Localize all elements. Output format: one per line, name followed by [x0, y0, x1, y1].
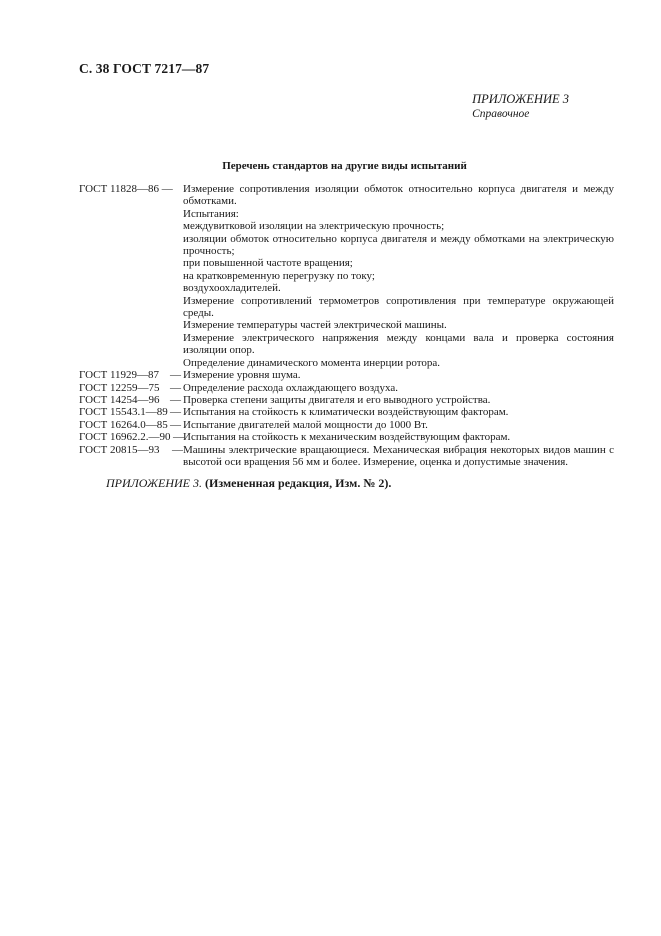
- entry-dash: —: [170, 393, 181, 406]
- list-item: [79, 444, 614, 469]
- entry-dash: —: [173, 431, 184, 444]
- entry-dash: —: [172, 443, 183, 456]
- page-header: С. 38 ГОСТ 7217—87: [79, 61, 210, 76]
- standard-code: ГОСТ 16264.0—85: [79, 418, 168, 431]
- list-item: [79, 369, 614, 381]
- standard-description: [183, 183, 614, 369]
- standard-description: Машины электрические вращающиеся. Механическая вибрация некоторых видов машин с высотой оси вращения 56 мм и более. Измерение, оценка и допустимые значения.: [183, 443, 614, 468]
- standard-description: Определение расхода охлаждающего воздуха.: [183, 381, 399, 394]
- note-label: ПРИЛОЖЕНИЕ 3.: [106, 476, 202, 490]
- description-line: при повышенной частоте вращения;: [183, 257, 353, 270]
- standard-code: ГОСТ 20815—93: [79, 443, 160, 456]
- entry-dash: —: [170, 406, 181, 419]
- standards-list: [79, 183, 614, 468]
- description-line: воздухоохладителей.: [183, 282, 281, 295]
- appendix-subtitle: Справочное: [472, 108, 530, 120]
- list-item: [79, 419, 614, 431]
- description-line: Измерение температуры частей электрической машины.: [183, 319, 447, 332]
- description-line: на кратковременную перегрузку по току;: [183, 269, 375, 282]
- description-line: Измерение сопротивления изоляции обмоток относительно корпуса двигателя и между обмотками.: [183, 183, 614, 208]
- standard-description: Измерение уровня шума.: [183, 369, 301, 382]
- description-line: Измерение электрического напряжения между концами вала и проверка состояния изоляции опор.: [183, 331, 614, 357]
- standard-description: Проверка степени защиты двигателя и его выводного устройства.: [183, 393, 491, 406]
- appendix-heading: [472, 92, 569, 120]
- description-line: Определение динамического момента инерции ротора.: [183, 356, 441, 369]
- note-text: (Измененная редакция, Изм. № 2).: [204, 476, 392, 490]
- list-item: [79, 394, 614, 406]
- description-line: Испытания:: [183, 207, 239, 220]
- standard-description: Испытания на стойкость к климатически воздействующим факторам.: [183, 406, 509, 419]
- description-line: междувитковой изоляции на электрическую прочность;: [183, 220, 445, 233]
- standard-code: ГОСТ 15543.1—89: [79, 406, 168, 419]
- description-line: Измерение сопротивлений термометров сопротивления при температуре окружающей среды.: [183, 294, 614, 320]
- description-line: изоляции обмоток относительно корпуса двигателя и между обмотками на электрическую прочность;: [183, 232, 614, 258]
- list-title: [0, 160, 661, 172]
- list-item: [79, 382, 614, 394]
- appendix-title: ПРИЛОЖЕНИЕ 3: [472, 92, 569, 106]
- entry-dash: —: [170, 381, 181, 394]
- standard-code: ГОСТ 12259—75: [79, 381, 160, 394]
- standard-description: Испытания на стойкость к механическим воздействующим факторам.: [183, 431, 511, 444]
- appendix-note: [106, 476, 391, 491]
- standard-code: ГОСТ 11828—86 —: [79, 183, 173, 195]
- entry-dash: —: [170, 418, 181, 431]
- standard-description: Испытание двигателей малой мощности до 1000 Вт.: [183, 418, 428, 431]
- standard-code: ГОСТ 16962.2.—90: [79, 431, 171, 444]
- standard-code: ГОСТ 14254—96: [79, 393, 160, 406]
- standard-code: ГОСТ 11929—87: [79, 369, 160, 382]
- entry-dash: —: [170, 369, 181, 382]
- list-item: [79, 183, 614, 369]
- list-item: [79, 431, 614, 443]
- list-title-text: Перечень стандартов на другие виды испытаний: [222, 160, 467, 172]
- list-item: [79, 406, 614, 418]
